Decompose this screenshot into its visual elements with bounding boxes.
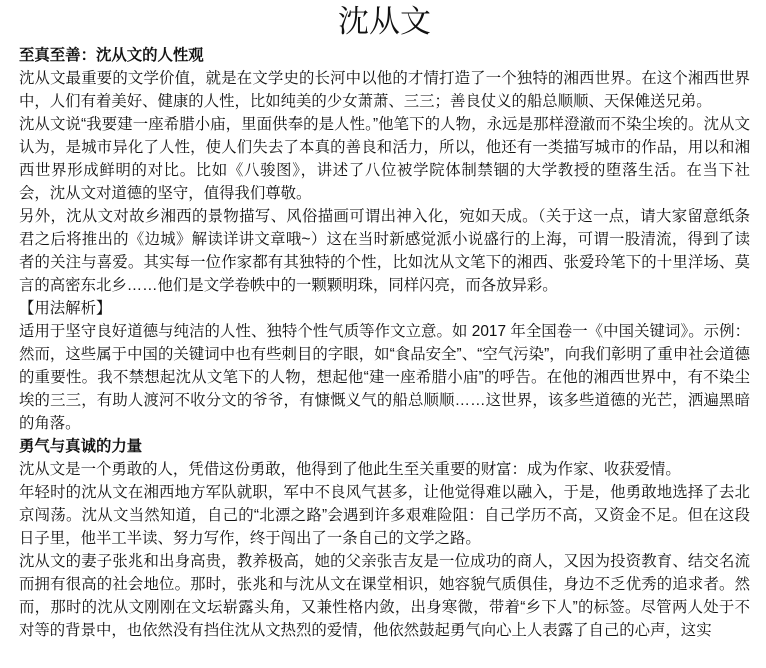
usage-analysis-paragraph: 适用于坚守良好道德与纯洁的人性、独特个性气质等作文立意。如 2017 年全国卷一《中国关键词》。示例：然而，这些属于中国的关键词中也有些刺目的字眼，如“食品安全”、“空气污染”，向我们彰明了重申社会道德的重要性。我不禁想起沈从文笔下的人物，想起他“建一座希腊小庙”的呼告。在他的湘西世界中，有不染尘埃的三三，有助人渡河不收分文的爷爷，有慷慨义气的船总顺顺……这世界，该多些道德的光芒，洒遍黑暗的角落。 [19,323,750,432]
paragraph-scenery-description: 另外，沈从文对故乡湘西的景物描写、风俗描画可谓出神入化，宛如天成。（关于这一点，请大家留意纸条君之后将推出的《边城》解读详讲文章哦~）这在当时新感觉派小说盛行的上海，可谓一股清流，得到了读者的关注与喜爱。其实每一位作家都有其独特的个性，比如沈从文笔下的湘西、张爱玲笔下的十里洋场、莫言的高密东北乡……他们是文学卷帙中的一颗颗明珠，同样闪亮，而各放异彩。 [19,208,750,294]
section-courage [19,435,750,642]
paragraph-greek-temple: 沈从文说“我要建一座希腊小庙，里面供奉的是人性。”他笔下的人物，永远是那样澄澈而不染尘埃的。沈从文认为，是城市异化了人性，使人们失去了本真的善良和活力，所以，他还有一类描写城市的作品，用以和湘西世界形成鲜明的对比。比如《八骏图》，讲述了八位被学院体制禁锢的大学教授的堕落生活。在当下社会，沈从文对道德的坚守，值得我们尊敬。 [19,116,750,202]
section-humanity [19,44,750,435]
paragraph-beijing-journey: 年轻时的沈从文在湘西地方军队就职，军中不良风气甚多，让他觉得难以融入，于是，他勇敢地选择了去北京闯荡。沈从文当然知道，自己的“北漂之路”会遇到许多艰难险阻：自己学历不高，又资金不足。但在这段日子里，他半工半读、努力写作，终于闯出了一条自己的文学之路。 [19,484,750,547]
section-heading-humanity: 至真至善：沈从文的人性观 [19,47,204,64]
paragraph-xiangxi-world: 沈从文最重要的文学价值，就是在文学史的长河中以他的才情打造了一个独特的湘西世界。在这个湘西世界中，人们有着美好、健康的人性，比如纯美的少女萧萧、三三；善良仗义的船总顺顺、天保傩送兄弟。 [19,70,750,110]
document-title: 沈从文 [338,4,431,40]
usage-analysis-label: 【用法解析】 [19,300,112,317]
section-heading-courage: 勇气与真诚的力量 [19,438,143,455]
paragraph-zhang-zhaohe: 沈从文的妻子张兆和出身高贵，教养极高，她的父亲张吉友是一位成功的商人，又因为投资教育、结交名流而拥有很高的社会地位。那时，张兆和与沈从文在课堂相识，她容貌气质俱佳，身边不乏优秀的追求者。然而，那时的沈从文刚刚在文坛崭露头角，又兼性格内敛，出身寒微，带着“乡下人”的标签。尽管两人处于不对等的背景中，也依然没有挡住沈从文热烈的爱情，他依然鼓起勇气向心上人表露了自己的心声，这实 [19,553,750,639]
paragraph-brave-person: 沈从文是一个勇敢的人，凭借这份勇敢，他得到了他此生至关重要的财富：成为作家、收获爱情。 [19,461,681,478]
